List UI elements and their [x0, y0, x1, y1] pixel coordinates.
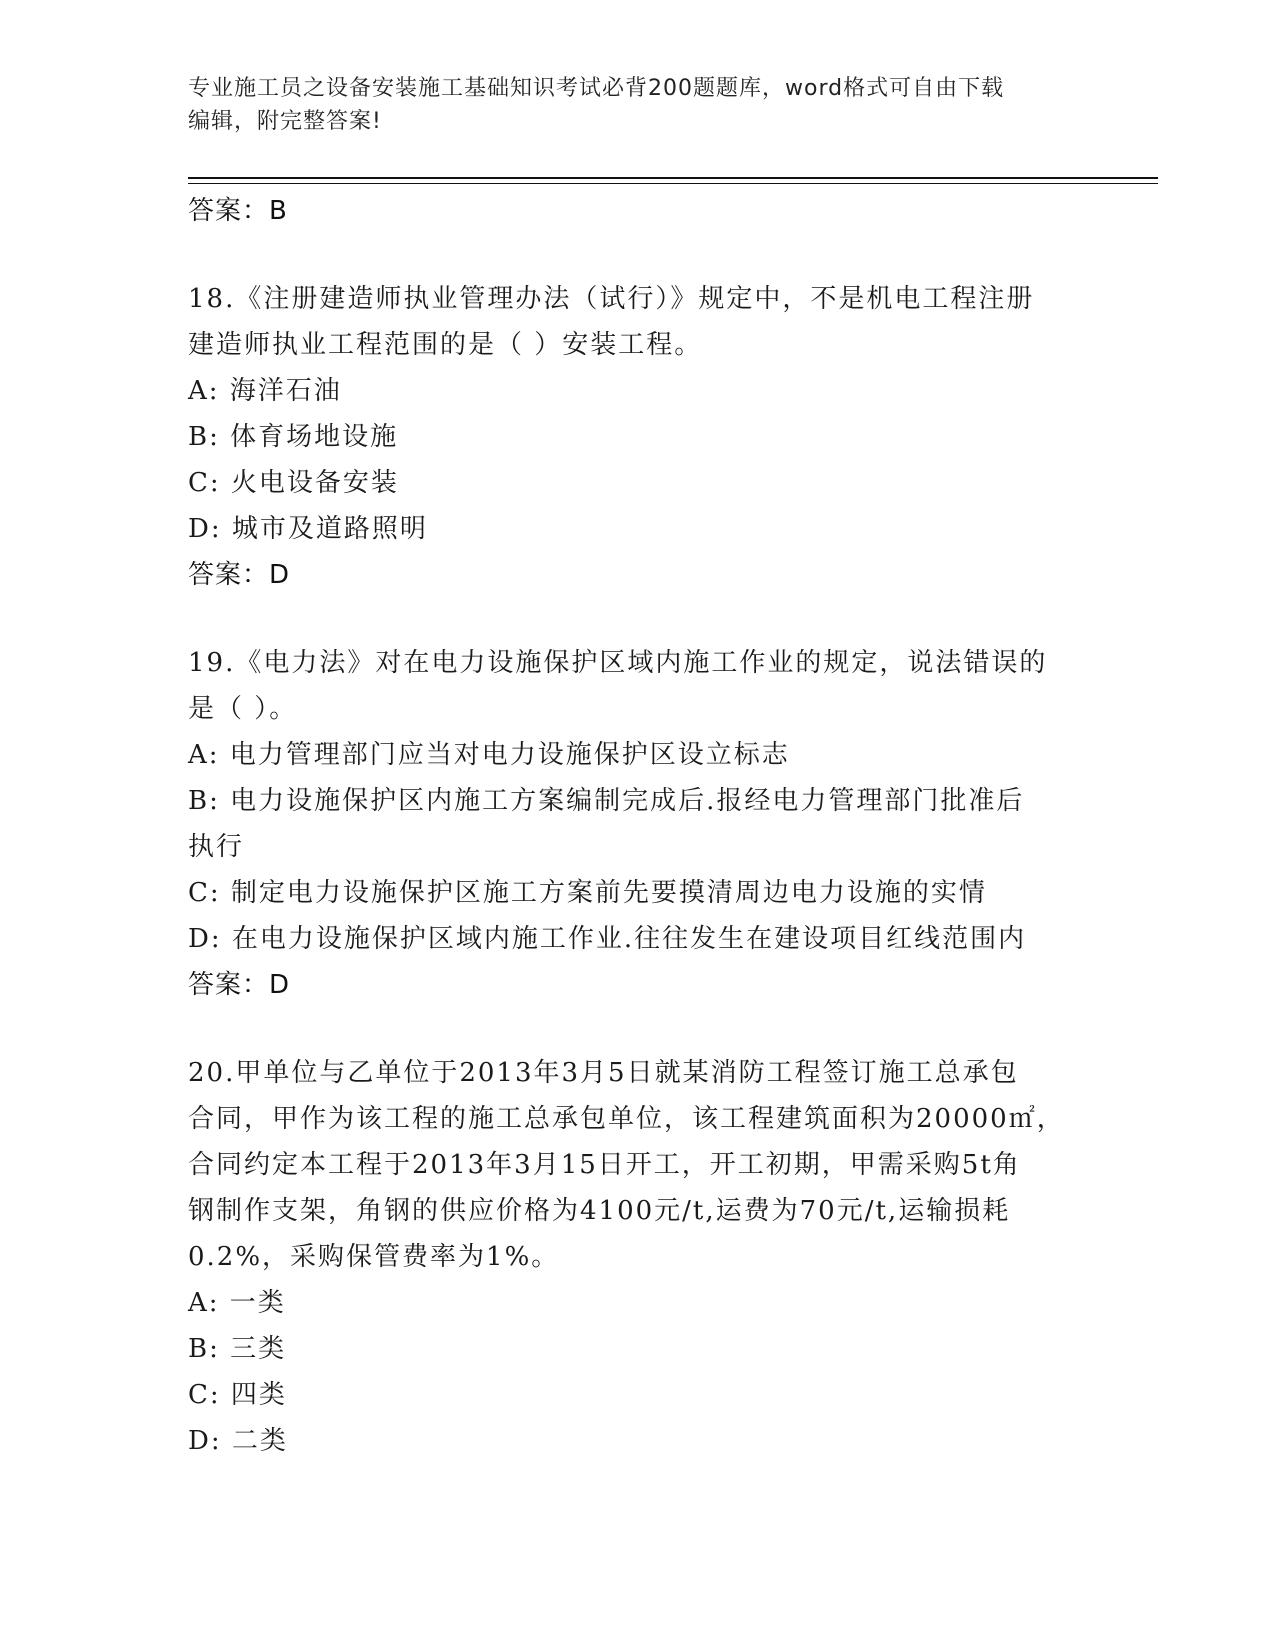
option-b: B: 体育场地设施 — [188, 422, 399, 452]
header-divider — [188, 177, 1158, 179]
option-a: A: 一类 — [188, 1288, 286, 1318]
question-text: 20.甲单位与乙单位于2013年3月5日就某消防工程签订施工总承包 — [188, 1058, 1019, 1088]
header-divider-thin — [188, 183, 1158, 184]
question-block — [188, 1050, 1088, 1464]
option-c: C: 制定电力设施保护区施工方案前先要摸清周边电力设施的实情 — [188, 878, 987, 908]
header-line: 专业施工员之设备安装施工基础知识考试必背200题题库，word格式可自由下载 — [188, 76, 1005, 101]
answer-line: 答案：D — [188, 970, 291, 1000]
option-c: C: 火电设备安装 — [188, 468, 399, 498]
answer-line: 答案：D — [188, 560, 291, 590]
question-text: 18.《注册建造师执业管理办法（试行）》规定中，不是机电工程注册 — [188, 284, 1035, 314]
option-b: B: 电力设施保护区内施工方案编制完成后.报经电力管理部门批准后 — [188, 786, 1025, 816]
question-text: 是（ ）。 — [188, 694, 298, 724]
question-block — [188, 276, 1088, 598]
option-d: D: 在电力设施保护区域内施工作业.往往发生在建设项目红线范围内 — [188, 924, 1027, 954]
page-header — [188, 72, 1088, 138]
answer-line: 答案：B — [188, 196, 288, 226]
question-list — [188, 188, 1088, 1464]
option-d: D: 城市及道路照明 — [188, 514, 428, 544]
option-b: B: 三类 — [188, 1334, 287, 1364]
option-c: C: 四类 — [188, 1380, 287, 1410]
option-b-continued: 执行 — [188, 832, 245, 862]
option-d: D: 二类 — [188, 1426, 288, 1456]
option-a: A: 海洋石油 — [188, 376, 342, 406]
question-block — [188, 640, 1088, 1008]
question-text: 钢制作支架，角钢的供应价格为4100元/t,运费为70元/t,运输损耗 — [188, 1196, 1011, 1226]
question-text: 合同约定本工程于2013年3月15日开工，开工初期，甲需采购5t角 — [188, 1150, 1021, 1180]
option-a: A: 电力管理部门应当对电力设施保护区设立标志 — [188, 740, 790, 770]
question-text: 合同，甲作为该工程的施工总承包单位，该工程建筑面积为20000㎡， — [188, 1104, 1065, 1134]
header-line: 编辑，附完整答案! — [188, 109, 382, 134]
question-text: 19.《电力法》对在电力设施保护区域内施工作业的规定，说法错误的 — [188, 648, 1048, 678]
question-text: 0.2%，采购保管费率为1%。 — [188, 1242, 560, 1272]
question-text: 建造师执业工程范围的是（ ）安装工程。 — [188, 330, 703, 360]
